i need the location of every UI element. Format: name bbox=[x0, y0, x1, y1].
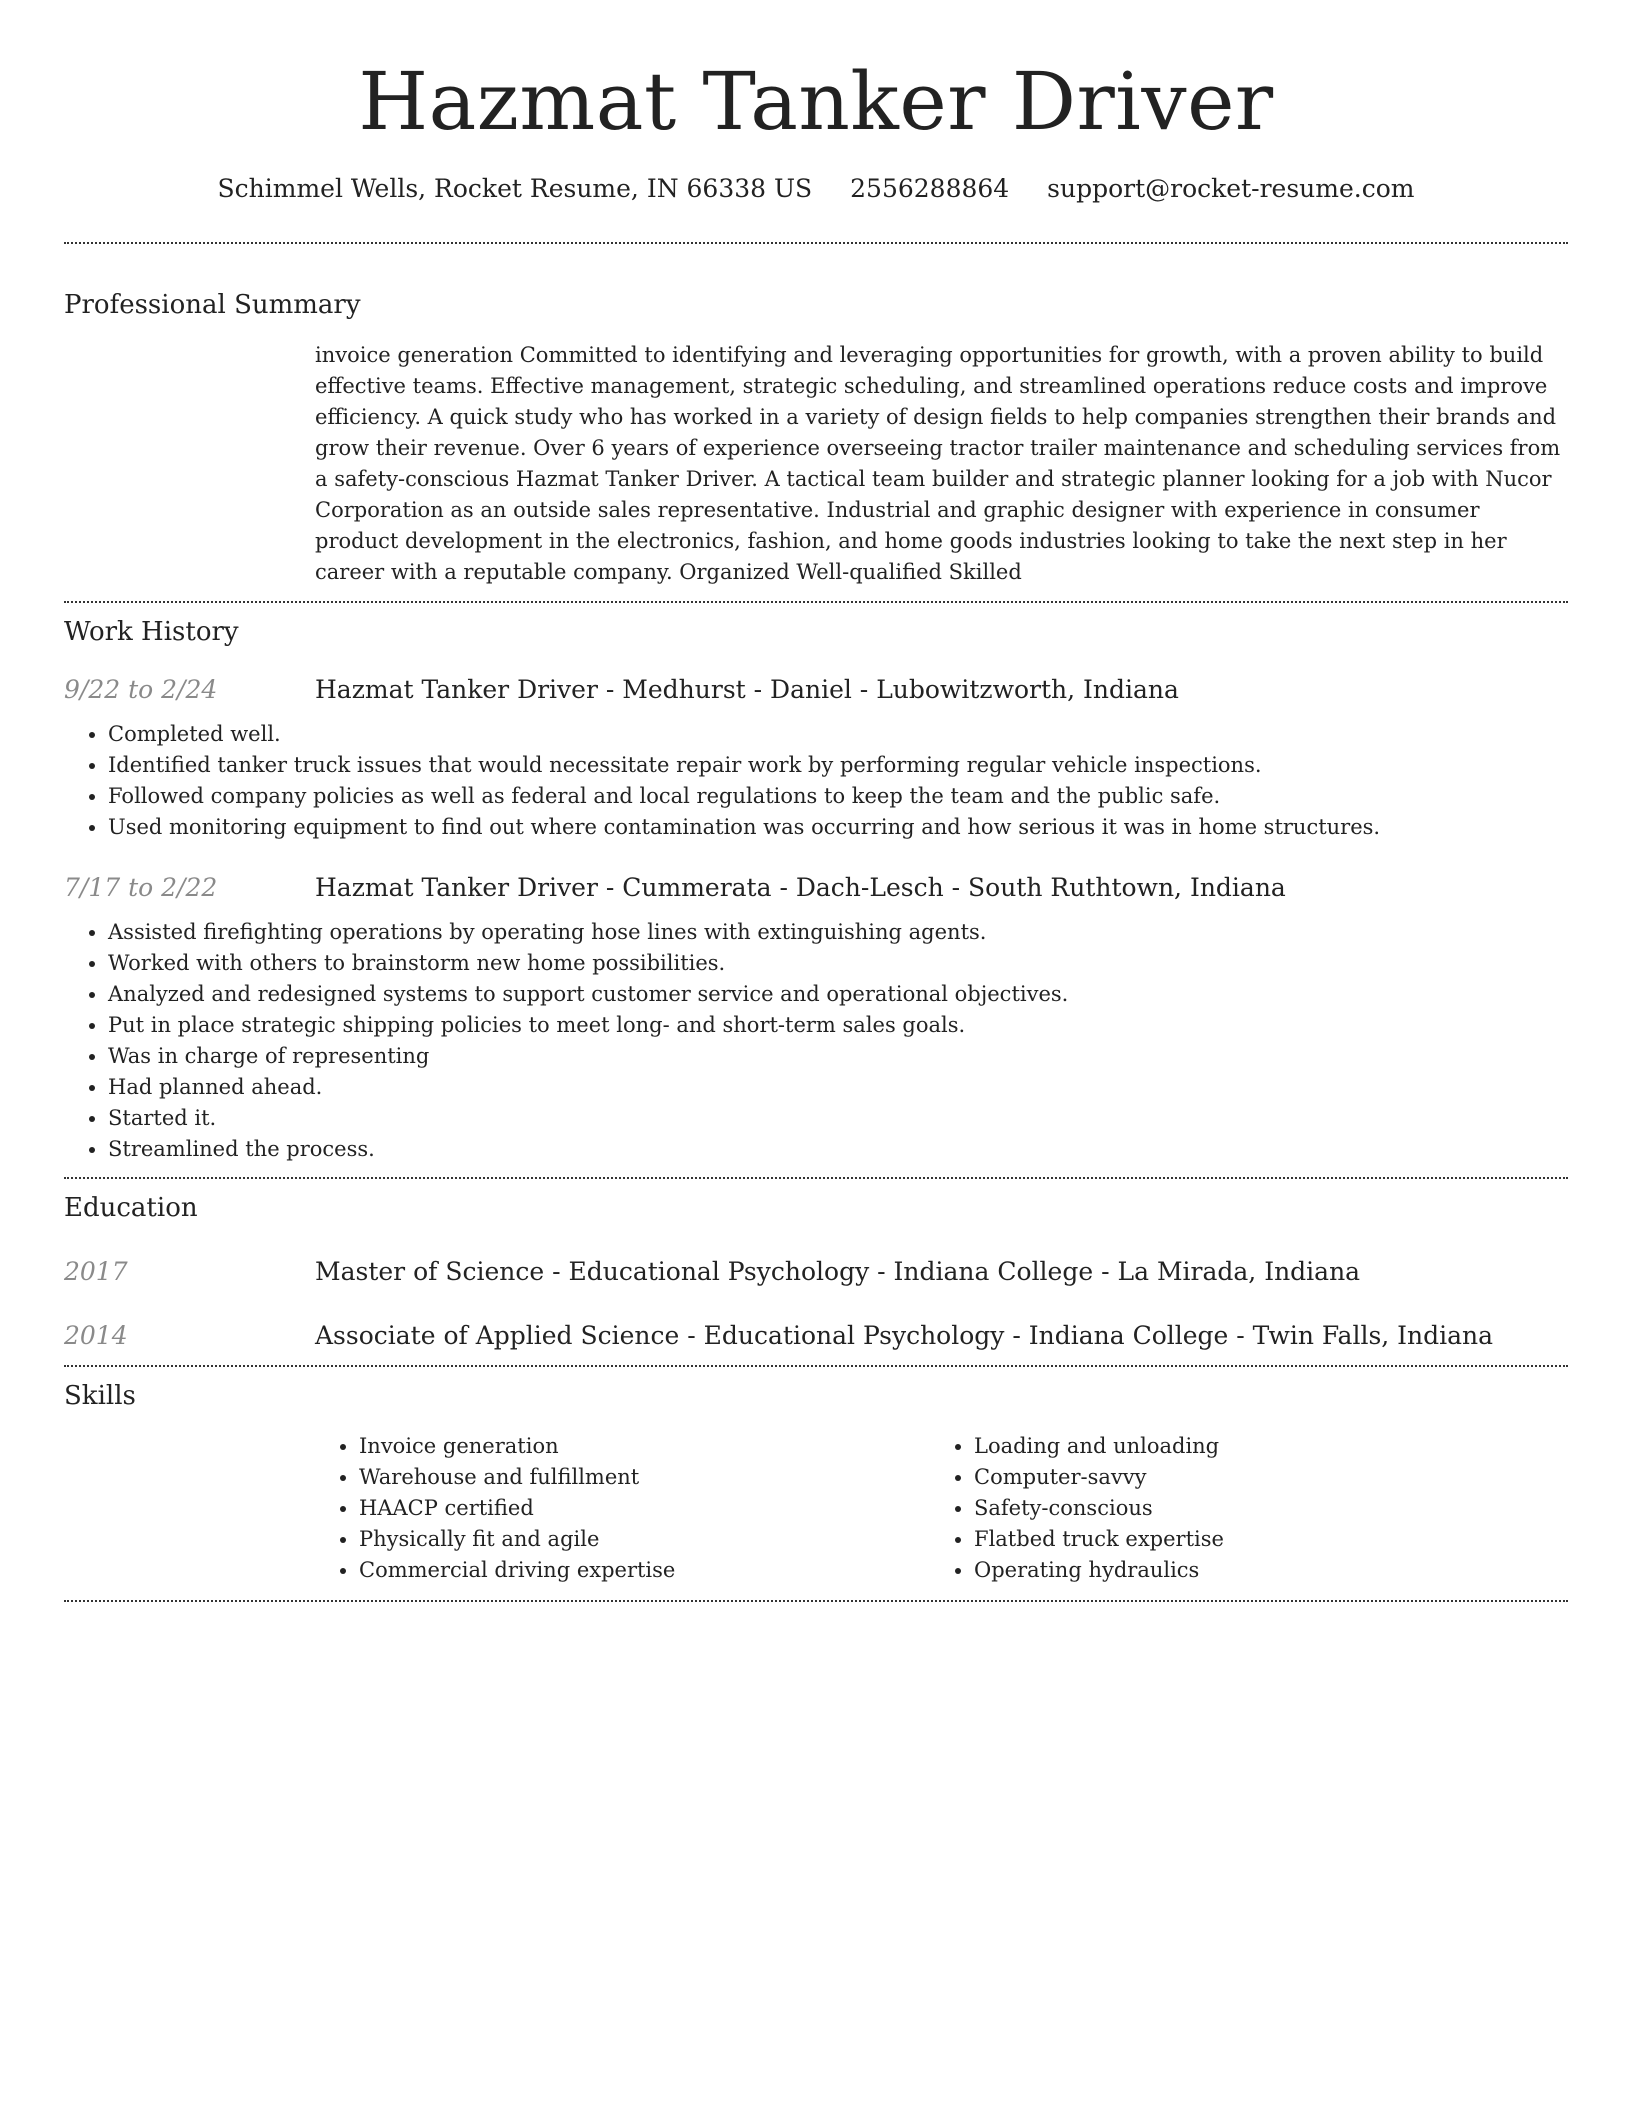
job-bullet: • Analyzed and redesigned systems to support customer service and operational objectives. bbox=[108, 979, 1568, 1010]
section-title-education: Education bbox=[64, 1193, 198, 1223]
education-year: 2017 bbox=[64, 1257, 128, 1286]
skills-column-right bbox=[930, 1431, 1545, 1586]
job-bullet: • Followed company policies as well as federal and local regulations to keep the team and the public safe. bbox=[108, 781, 1568, 812]
job-bullet: • Had planned ahead. bbox=[108, 1072, 1568, 1103]
education-degree: Master of Science - Educational Psychology - Indiana College - La Mirada, Indiana bbox=[315, 1257, 1361, 1286]
contact-line bbox=[64, 172, 1568, 206]
skill-item: • HAACP certified bbox=[359, 1493, 930, 1524]
resume-name: Hazmat Tanker Driver bbox=[358, 55, 1274, 148]
job-bullet: • Streamlined the process. bbox=[108, 1134, 1568, 1165]
education-degree: Associate of Applied Science - Educational Psychology - Indiana College - Twin Falls, Indiana bbox=[315, 1321, 1494, 1350]
skill-item: • Physically fit and agile bbox=[359, 1524, 930, 1555]
skill-item: • Commercial driving expertise bbox=[359, 1555, 930, 1586]
job-header bbox=[64, 673, 1568, 707]
skills-grid bbox=[315, 1431, 1568, 1586]
section-title-skills: Skills bbox=[64, 1381, 136, 1411]
skill-item: • Warehouse and fulfillment bbox=[359, 1462, 930, 1493]
job-dates: 9/22 to 2/24 bbox=[64, 675, 218, 704]
section-title-summary: Professional Summary bbox=[64, 290, 361, 320]
skill-item: • Computer-savvy bbox=[974, 1462, 1545, 1493]
job-bullet: • Completed well. bbox=[108, 719, 1568, 750]
skill-item: • Flatbed truck expertise bbox=[974, 1524, 1545, 1555]
contact-email[interactable]: support@rocket-resume.com bbox=[1047, 174, 1415, 203]
section-title-work: Work History bbox=[64, 617, 239, 647]
job-heading: Hazmat Tanker Driver - Medhurst - Daniel - Lubowitzworth, Indiana bbox=[315, 675, 1179, 704]
job-entry bbox=[64, 673, 1568, 843]
job-heading: Hazmat Tanker Driver - Cummerata - Dach-Lesch - South Ruthtown, Indiana bbox=[315, 873, 1286, 902]
education-entry bbox=[64, 1255, 1568, 1289]
job-entry bbox=[64, 871, 1568, 1165]
section-divider bbox=[64, 1600, 1568, 1602]
job-dates: 7/17 to 2/22 bbox=[64, 873, 218, 902]
job-header bbox=[64, 871, 1568, 905]
contact-phone: 2556288864 bbox=[850, 174, 1010, 203]
job-bullet: • Put in place strategic shipping policies to meet long- and short-term sales goals. bbox=[108, 1010, 1568, 1041]
skills-column-left bbox=[315, 1431, 930, 1586]
skills-section bbox=[64, 1367, 1568, 1600]
job-bullets bbox=[64, 719, 1568, 843]
skill-item: • Operating hydraulics bbox=[974, 1555, 1545, 1586]
skill-item: • Invoice generation bbox=[359, 1431, 930, 1462]
education-section bbox=[64, 1179, 1568, 1365]
job-bullet: • Identified tanker truck issues that would necessitate repair work by performing regular vehicle inspections. bbox=[108, 750, 1568, 781]
skill-item: • Safety-conscious bbox=[974, 1493, 1545, 1524]
summary-text: invoice generation Committed to identifying and leveraging opportunities for growth, with a proven ability to build effective teams. Effective management, strategic scheduling, and streamlined operations reduce costs and improve efficiency. A quick study who has worked in a variety of design fields to help companies strengthen their brands and grow their revenue. Over 6 years of experience overseeing tractor trailer maintenance and scheduling services from a safety-conscious Hazmat Tanker Driver. A tactical team builder and strategic planner looking for a job with Nucor Corporation as an outside sales representative. Industrial and graphic designer with experience in consumer product development in the electronics, fashion, and home goods industries looking to take the next step in her career with a reputable company. Organized Well-qualified Skilled bbox=[315, 343, 1561, 584]
resume-header bbox=[64, 0, 1568, 206]
job-bullet: • Started it. bbox=[108, 1103, 1568, 1134]
job-bullet: • Assisted firefighting operations by operating hose lines with extinguishing agents. bbox=[108, 917, 1568, 948]
work-history-section bbox=[64, 603, 1568, 1177]
skill-item: • Loading and unloading bbox=[974, 1431, 1545, 1462]
job-bullets bbox=[64, 917, 1568, 1165]
contact-address: Schimmel Wells, Rocket Resume, IN 66338 US bbox=[217, 174, 813, 203]
job-bullet: • Worked with others to brainstorm new home possibilities. bbox=[108, 948, 1568, 979]
education-year: 2014 bbox=[64, 1321, 128, 1350]
job-bullet: • Was in charge of representing bbox=[108, 1041, 1568, 1072]
professional-summary-section bbox=[64, 244, 1568, 601]
education-entry bbox=[64, 1319, 1568, 1353]
job-bullet: • Used monitoring equipment to find out where contamination was occurring and how serious it was in home structures. bbox=[108, 812, 1568, 843]
